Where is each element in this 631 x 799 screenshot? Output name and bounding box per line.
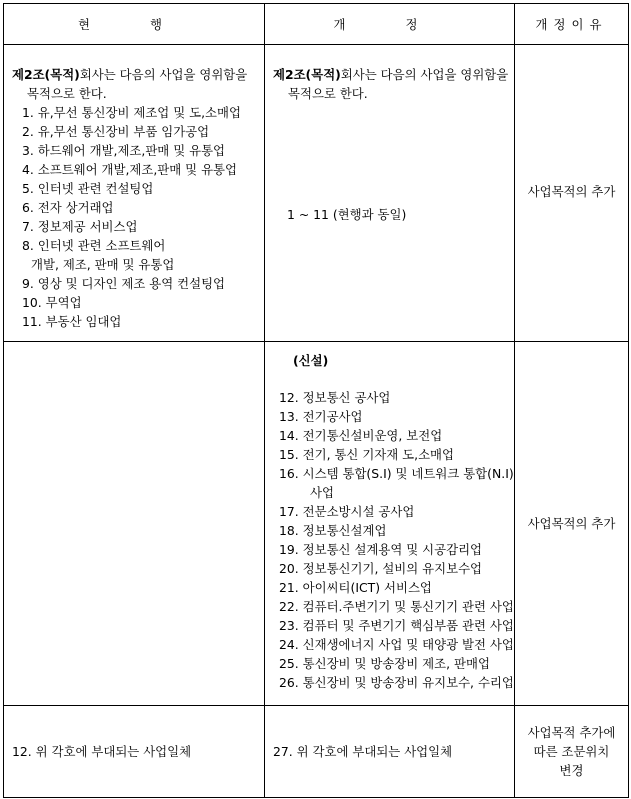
row1-revised-article-cont: 목적으로 한다. xyxy=(288,86,368,101)
row2-reason-cell xyxy=(515,342,629,706)
list-item: 사업 xyxy=(310,485,334,500)
row2-revised-items xyxy=(273,388,514,692)
row-articles-12-26 xyxy=(4,342,629,706)
list-item: 19. 정보통신 설계용역 및 시공감리업 xyxy=(279,542,483,557)
row1-revised-cell xyxy=(265,45,515,342)
list-item: 14. 전기통신설비운영, 보전업 xyxy=(279,428,443,443)
list-item: 18. 정보통신설계업 xyxy=(279,523,387,538)
row1-reason: 사업목적의 추가 xyxy=(527,184,616,199)
list-item: 15. 전기, 통신 기자재 도,소매업 xyxy=(279,447,454,462)
list-item: 13. 전기공사업 xyxy=(279,409,363,424)
amendment-table xyxy=(3,3,629,798)
list-item: 개발, 제조, 판매 및 유통업 xyxy=(31,257,175,272)
list-item: 24. 신재생에너지 사업 및 태양광 발전 사업 xyxy=(279,637,514,652)
row3-reason: 사업목적 추가에 따른 조문위치 변경 xyxy=(527,725,616,778)
list-item: 3. 하드웨어 개발,제조,판매 및 유통업 xyxy=(22,143,226,158)
row3-revised: 27. 위 각호에 부대되는 사업일체 xyxy=(273,744,453,759)
row-incidental xyxy=(4,706,629,798)
row1-same-note: 1 ~ 11 (현행과 동일) xyxy=(287,207,407,222)
row1-current-article: 제2조(목적)회사는 다음의 사업을 영위함을 xyxy=(12,67,248,82)
row1-current-items xyxy=(12,103,258,331)
row3-revised-cell xyxy=(265,706,515,798)
row1-revised-article: 제2조(목적)회사는 다음의 사업을 영위함을 xyxy=(273,67,509,82)
list-item: 26. 통신장비 및 방송장비 유지보수, 수리업 xyxy=(279,675,514,690)
list-item: 8. 인터넷 관련 소프트웨어 xyxy=(22,238,166,253)
list-item: 21. 아이씨티(ICT) 서비스업 xyxy=(279,580,432,595)
header-row xyxy=(4,4,629,45)
row3-reason-cell xyxy=(515,706,629,798)
row1-reason-cell xyxy=(515,45,629,342)
header-revised: 개 정 xyxy=(265,4,515,45)
row2-revised-cell xyxy=(265,342,515,706)
row3-current: 12. 위 각호에 부대되는 사업일체 xyxy=(12,744,192,759)
row3-current-cell xyxy=(4,706,265,798)
list-item: 20. 정보통신기기, 설비의 유지보수업 xyxy=(279,561,483,576)
row1-current-article-cont: 목적으로 한다. xyxy=(27,86,107,101)
row2-current-cell xyxy=(4,342,265,706)
row2-new-label: (신설) xyxy=(293,353,329,368)
row2-reason: 사업목적의 추가 xyxy=(527,516,616,531)
list-item: 11. 부동산 임대업 xyxy=(22,314,122,329)
list-item: 4. 소프트웨어 개발,제조,판매 및 유통업 xyxy=(22,162,237,177)
list-item: 1. 유,무선 통신장비 제조업 및 도,소매업 xyxy=(22,105,241,120)
list-item: 12. 정보통신 공사업 xyxy=(279,390,391,405)
list-item: 23. 컴퓨터 및 주변기기 핵심부품 관련 사업 xyxy=(279,618,514,633)
row-articles-1-11 xyxy=(4,45,629,342)
list-item: 16. 시스템 통합(S.I) 및 네트워크 통합(N.I) xyxy=(279,466,514,481)
list-item: 6. 전자 상거래업 xyxy=(22,200,114,215)
list-item: 22. 컴퓨터.주변기기 및 통신기기 관련 사업 xyxy=(279,599,514,614)
header-reason: 개정이유 xyxy=(515,4,629,45)
list-item: 10. 무역업 xyxy=(22,295,82,310)
list-item: 2. 유,무선 통신장비 부품 임가공업 xyxy=(22,124,210,139)
list-item: 25. 통신장비 및 방송장비 제조, 판매업 xyxy=(279,656,490,671)
list-item: 9. 영상 및 디자인 제조 용역 컨설팅업 xyxy=(22,276,226,291)
list-item: 7. 정보제공 서비스업 xyxy=(22,219,138,234)
row1-current-cell xyxy=(4,45,265,342)
list-item: 5. 인터넷 관련 컨설팅업 xyxy=(22,181,154,196)
list-item: 17. 전문소방시설 공사업 xyxy=(279,504,415,519)
header-current: 현 행 xyxy=(4,4,265,45)
